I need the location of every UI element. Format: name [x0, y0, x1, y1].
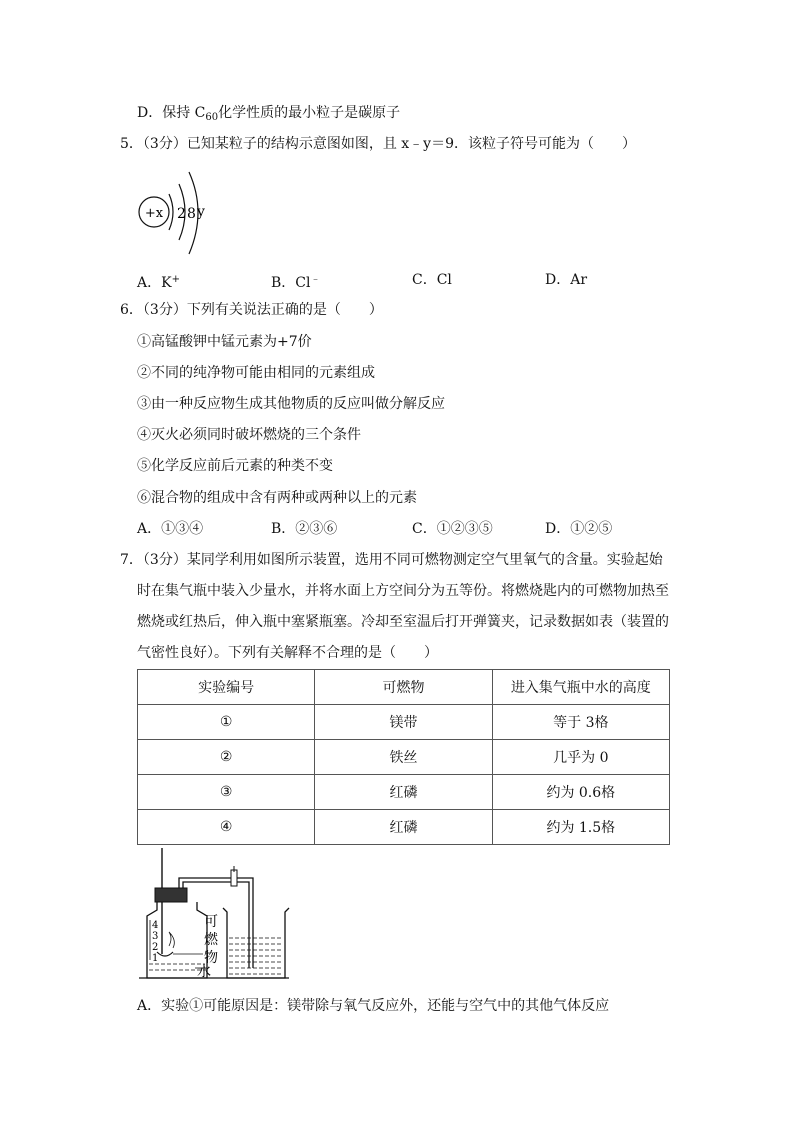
table-cell: ②: [138, 740, 315, 775]
table-cell: ③: [138, 775, 315, 810]
table-cell: ④: [138, 810, 315, 845]
experiment-table: [137, 669, 670, 845]
table-header-row: [138, 670, 670, 705]
q6-option-b: B．②③⑥: [271, 521, 338, 537]
q7-stem-line-2: 时在集气瓶中装入少量水，并将水面上方空间分为五等份。将燃烧匙内的可燃物加热至: [137, 583, 669, 599]
table-header: 可燃物: [315, 670, 492, 705]
label-combustible-2: 燃: [204, 932, 218, 948]
table-cell: 几乎为 0: [492, 740, 669, 775]
q6-option-d: D．①②⑤: [545, 521, 613, 537]
table-row: [138, 775, 670, 810]
q5-stem: 5．（3分）已知某粒子的结构示意图如图，且 x﹣y＝9．该粒子符号可能为（ ）: [120, 136, 636, 152]
table-cell: 约为 1.5格: [492, 810, 669, 845]
shell1-label: 2: [177, 206, 186, 222]
q6-stem: 6．（3分）下列有关说法正确的是（ ）: [120, 302, 383, 318]
table-header: 实验编号: [138, 670, 315, 705]
q6-item-4: ④灭火必须同时破坏燃烧的三个条件: [137, 427, 361, 443]
table-row: [138, 810, 670, 845]
table-cell: 镁带: [315, 705, 492, 740]
shell2-label: 8: [187, 206, 196, 222]
q6-item-2: ②不同的纯净物可能由相同的元素组成: [137, 365, 375, 381]
apparatus-diagram: [135, 846, 295, 986]
table-cell: 铁丝: [315, 740, 492, 775]
shell3-label: y: [197, 204, 205, 220]
table-cell: ①: [138, 705, 315, 740]
scale-label-3: 3: [152, 931, 159, 942]
q5-option-c: C．Cl: [412, 272, 452, 288]
q6-item-5: ⑤化学反应前后元素的种类不变: [137, 458, 333, 474]
label-water: 水: [197, 964, 211, 980]
label-combustible-1: 可: [204, 914, 218, 930]
q6-item-1: ①高锰酸钾中锰元素为+7价: [137, 334, 312, 350]
q7-stem-line-3: 燃烧或红热后，伸入瓶中塞紧瓶塞。冷却至室温后打开弹簧夹，记录数据如表（装置的: [137, 614, 669, 630]
table-cell: 等于 3格: [492, 705, 669, 740]
table-header: 进入集气瓶中水的高度: [492, 670, 669, 705]
nucleus-label: +x: [144, 206, 164, 221]
table-row: [138, 740, 670, 775]
q5-option-b: B．Cl﹣: [271, 274, 321, 291]
table-cell: 红磷: [315, 775, 492, 810]
table-cell: 红磷: [315, 810, 492, 845]
scale-label-4: 4: [152, 920, 159, 931]
q6-option-c: C．①②③⑤: [412, 521, 493, 537]
scale-label-1: 1: [152, 953, 159, 964]
table-cell: 约为 0.6格: [492, 775, 669, 810]
q7-stem-line-4: 气密性良好）。下列有关解释不合理的是（ ）: [137, 645, 438, 661]
q7-option-a: A．实验①可能原因是：镁带除与氧气反应外，还能与空气中的其他气体反应: [137, 998, 610, 1014]
atom-structure-diagram: [135, 160, 215, 260]
q4-option-d: D．保持 $C_{60}$化学性质的最小粒子是碳原子: [137, 105, 401, 123]
table-row: [138, 705, 670, 740]
q5-option-d: D．Ar: [545, 272, 588, 288]
scale-label-2: 2: [152, 942, 159, 953]
q6-item-6: ⑥混合物的组成中含有两种或两种以上的元素: [137, 490, 417, 506]
q6-item-3: ③由一种反应物生成其他物质的反应叫做分解反应: [137, 396, 445, 412]
label-combustible-3: 物: [204, 950, 218, 966]
q7-stem-line-1: 7．（3分）某同学利用如图所示装置，选用不同可燃物测定空气里氧气的含量。实验起始: [120, 552, 663, 568]
q6-option-a: A．①③④: [137, 521, 204, 537]
q5-option-a: A．K+: [137, 274, 180, 291]
